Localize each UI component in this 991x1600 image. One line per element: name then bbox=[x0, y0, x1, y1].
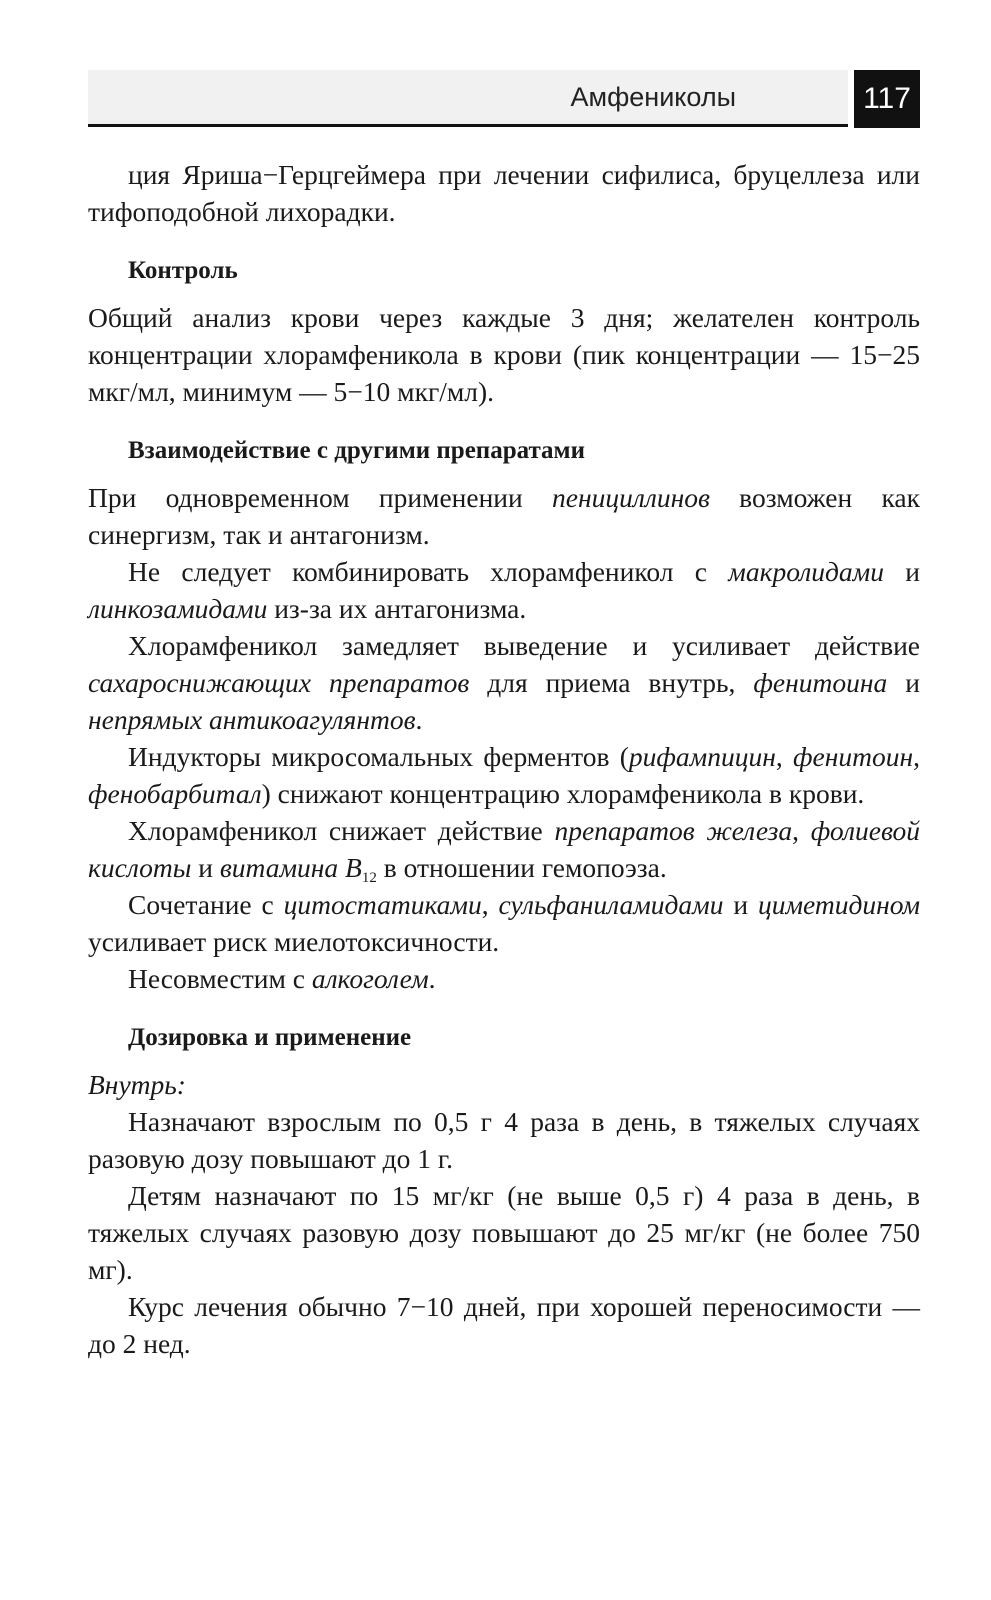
continuation-paragraph: ция Яриша−Герцгеймера при лечении сифилиса, бруцеллеза или тифоподобной лихорадки. bbox=[88, 159, 920, 227]
paragraph-dosage-2: Детям назначают по 15 мг/кг (не выше 0,5 г) 4 раза в день, в тяжелых случаях разовую дозу повышают до 25 мг/кг (не более 750 мг). bbox=[88, 1180, 920, 1285]
paragraph-interaction-6: Сочетание с цитостатиками, сульфаниламидами и циметидином усиливает риск миелотоксичности. bbox=[88, 889, 921, 957]
paragraph-control: Общий анализ крови через каждые 3 дня; желателен контроль концентрации хлорамфеникола в крови (пик концентрации — 15−25 мкг/мл, минимум — 5−10 мкг/мл). bbox=[88, 302, 920, 407]
dosage-route: Внутрь: bbox=[88, 1069, 186, 1100]
paragraph-dosage-1: Назначают взрослым по 0,5 г 4 раза в день, в тяжелых случаях разовую дозу повышают до 1 г. bbox=[88, 1106, 920, 1174]
paragraph-interaction-2: Не следует комбинировать хлорамфеникол с макролидами и линкозамидами из-за их антагонизма. bbox=[88, 556, 921, 624]
page-body bbox=[88, 156, 920, 1362]
paragraph-interaction-1: При одновременном применении пенициллинов возможен как синергизм, так и антагонизм. bbox=[88, 482, 920, 550]
paragraph-interaction-5: Хлорамфеникол снижает действие препаратов железа, фолиевой кислоты и витамина $B_{12}$ в отношении гемопоэза. bbox=[88, 815, 921, 886]
paragraph-interaction-4: Индукторы микросомальных ферментов (рифампицин, фенитоин, фенобарбитал) снижают концентрацию хлорамфеникола в крови. bbox=[88, 741, 920, 809]
paragraph-interaction-7: Несовместим с алкоголем. bbox=[128, 963, 436, 994]
paragraph-dosage-3: Курс лечения обычно 7−10 дней, при хорошей переносимости — до 2 нед. bbox=[88, 1291, 920, 1359]
page-number: 117 bbox=[854, 70, 920, 128]
heading-interaction: Взаимодействие с другими препаратами bbox=[128, 437, 585, 464]
heading-dosage: Дозировка и применение bbox=[128, 1024, 412, 1051]
running-header bbox=[88, 70, 920, 128]
chapter-title: Амфениколы bbox=[570, 82, 736, 112]
paragraph-interaction-3: Хлорамфеникол замедляет выведение и усиливает действие сахароснижающих препаратов для приема внутрь, фенитоина и непрямых антикоагулянтов. bbox=[88, 630, 920, 735]
header-bar bbox=[88, 70, 848, 127]
heading-control: Контроль bbox=[128, 257, 238, 284]
